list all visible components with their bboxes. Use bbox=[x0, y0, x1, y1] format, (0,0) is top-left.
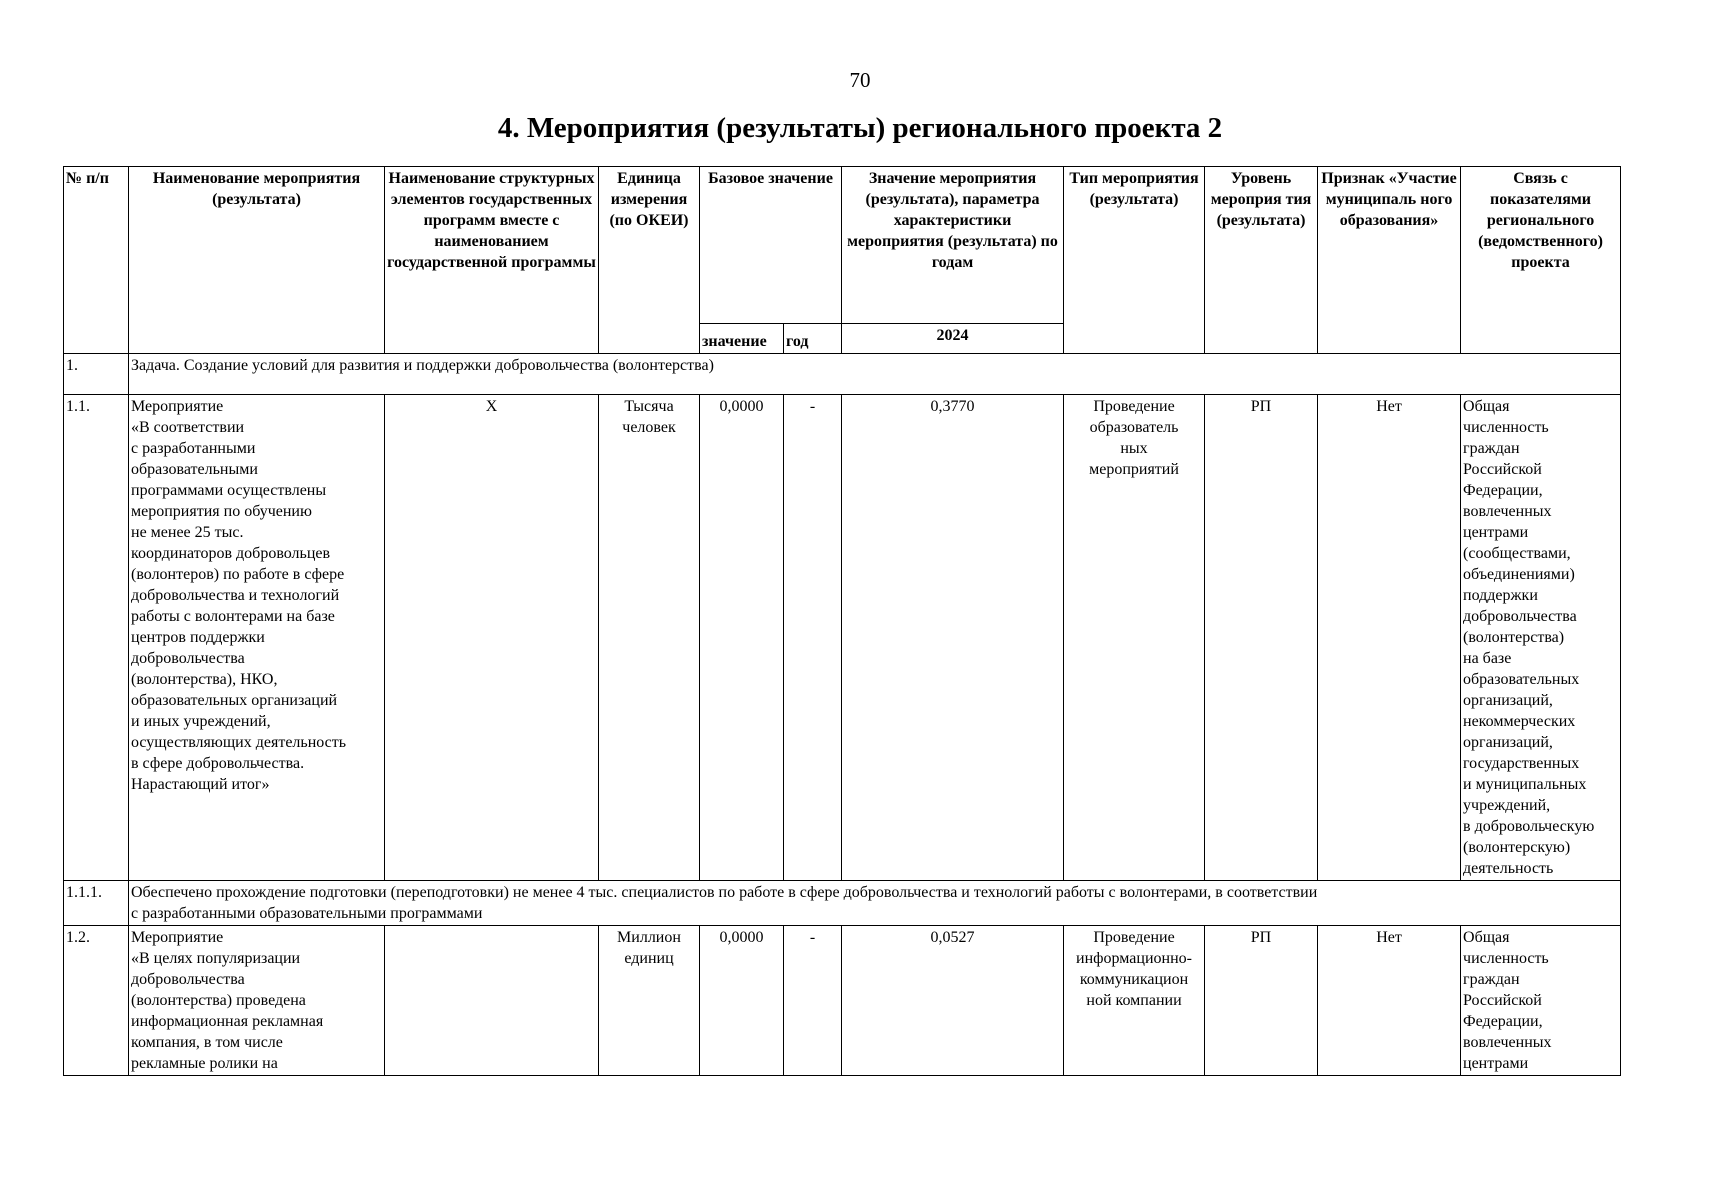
header-base-year: год bbox=[784, 324, 842, 354]
header-link: Связь с показателями регионального (ведомственного) проекта bbox=[1461, 167, 1621, 354]
header-value-by-years: Значение мероприятия (результата), параметра характеристики мероприятия (результата) по годам bbox=[842, 167, 1064, 324]
row-link: Общая численность граждан Российской Федерации, вовлеченных центрами (сообществами, объединениями) поддержки добровольчества (волонтерства) на базе образовательных организаций, некоммерческих организаций, государственных и муниципальных учреждений, в добровольческую (волонтерскую) деятельность bbox=[1461, 395, 1621, 881]
row-value-2024: 0,3770 bbox=[842, 395, 1064, 881]
row-level: РП bbox=[1205, 926, 1318, 1076]
row-base-year: - bbox=[784, 926, 842, 1076]
table-row-1-1-1 bbox=[64, 881, 1621, 926]
row-num: 1.2. bbox=[64, 926, 129, 1076]
row-unit: Тысяча человек bbox=[599, 395, 700, 881]
header-unit: Единица измерения (по ОКЕИ) bbox=[599, 167, 700, 354]
page-number: 70 bbox=[849, 68, 871, 92]
row-municipal: Нет bbox=[1318, 926, 1461, 1076]
header-structural-elements: Наименование структурных элементов государственных программ вместе с наименованием государственной программы bbox=[385, 167, 599, 354]
row-unit: Миллион единиц bbox=[599, 926, 700, 1076]
header-num: № п/п bbox=[64, 167, 129, 354]
header-name: Наименование мероприятия (результата) bbox=[129, 167, 385, 354]
row-result-text: Обеспечено прохождение подготовки (переподготовки) не менее 4 тыс. специалистов по работе в сфере добровольчества и технологий работы с волонтерами, в соответствии с разработанными образовательными программами bbox=[129, 881, 1621, 926]
row-base-year: - bbox=[784, 395, 842, 881]
row-value-2024: 0,0527 bbox=[842, 926, 1064, 1076]
row-num: 1.1.1. bbox=[64, 881, 129, 926]
row-name: Мероприятие «В целях популяризации добровольчества (волонтерства) проведена информационная рекламная компания, в том числе рекламные ролики на bbox=[129, 926, 385, 1076]
table-row-1-2 bbox=[64, 926, 1621, 1076]
header-type: Тип мероприятия (результата) bbox=[1064, 167, 1205, 354]
row-level: РП bbox=[1205, 395, 1318, 881]
table-header-row bbox=[64, 167, 1621, 324]
table-row-1-1 bbox=[64, 395, 1621, 881]
row-structural: X bbox=[385, 395, 599, 881]
measures-table bbox=[63, 166, 1621, 1076]
row-structural bbox=[385, 926, 599, 1076]
task-text: Задача. Создание условий для развития и поддержки добровольчества (волонтерства) bbox=[129, 354, 1621, 395]
header-level: Уровень мероприя тия (результата) bbox=[1205, 167, 1318, 354]
row-link: Общая численность граждан Российской Федерации, вовлеченных центрами bbox=[1461, 926, 1621, 1076]
row-num: 1.1. bbox=[64, 395, 129, 881]
header-base: Базовое значение bbox=[700, 167, 842, 324]
header-base-value: значение bbox=[700, 324, 784, 354]
row-name: Мероприятие «В соответствии с разработанными образовательными программами осуществлены мероприятия по обучению не менее 25 тыс. координаторов добровольцев (волонтеров) по работе в сфере добровольчества и технологий работы с волонтерами на базе центров поддержки добровольчества (волонтерства), НКО, образовательных организаций и иных учреждений, осуществляющих деятельность в сфере добровольчества. Нарастающий итог» bbox=[129, 395, 385, 881]
header-value-year: 2024 bbox=[842, 324, 1064, 354]
row-base-value: 0,0000 bbox=[700, 395, 784, 881]
page-title: 4. Мероприятия (результаты) регионального проекта 2 bbox=[497, 112, 1223, 144]
row-type: Проведение образователь ных мероприятий bbox=[1064, 395, 1205, 881]
task-row bbox=[64, 354, 1621, 395]
row-base-value: 0,0000 bbox=[700, 926, 784, 1076]
row-type: Проведение информационно- коммуникацион ной компании bbox=[1064, 926, 1205, 1076]
header-municipal: Признак «Участие муниципаль ного образования» bbox=[1318, 167, 1461, 354]
row-municipal: Нет bbox=[1318, 395, 1461, 881]
task-num: 1. bbox=[64, 354, 129, 395]
